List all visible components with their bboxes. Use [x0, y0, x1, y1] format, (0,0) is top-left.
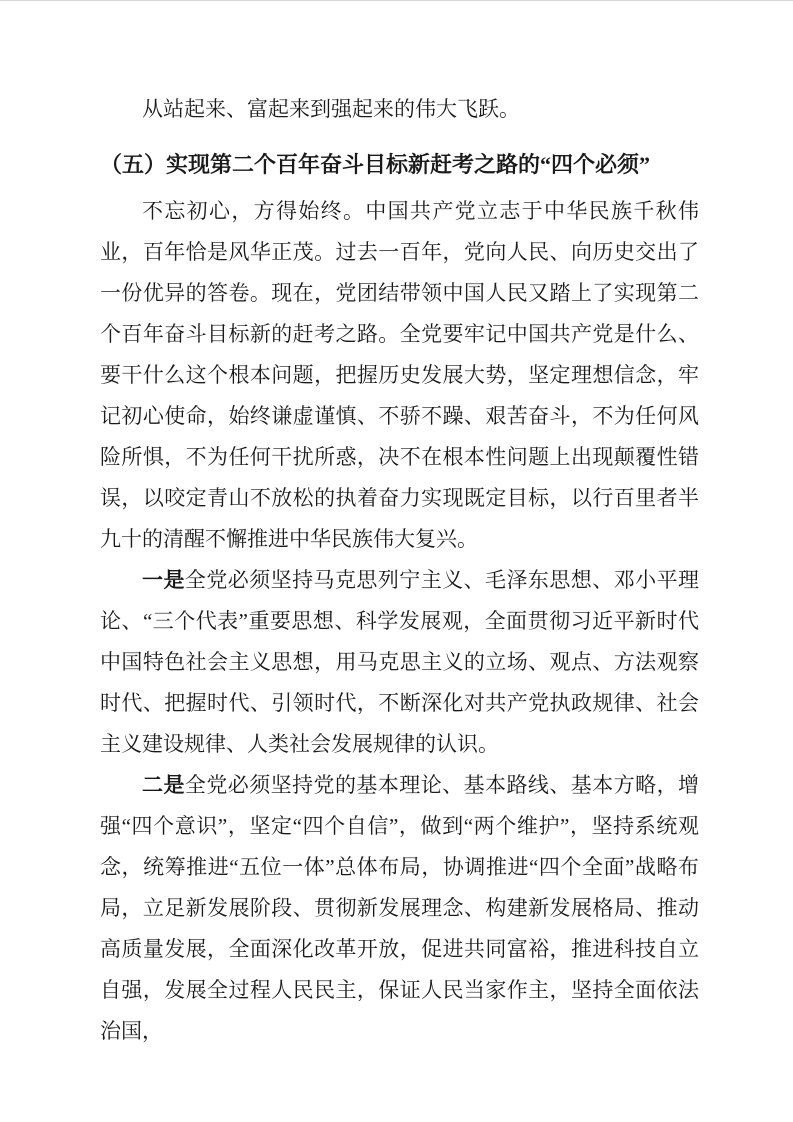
- paragraph-lead-yishi: 一是: [142, 568, 185, 592]
- paragraph: [100, 765, 699, 1052]
- paragraph: [100, 560, 699, 765]
- paragraph-continuation: 从站起来、富起来到强起来的伟大飞跃。: [142, 97, 520, 121]
- paragraph-text: 全党必须坚持马克思列宁主义、毛泽东思想、邓小平理论、“三个代表”重要思想、科学发展观，全面贯彻习近平新时代中国特色社会主义思想，用马克思主义的立场、观点、方法观察时代、把握时代、引领时代，不断深化对共产党执政规律、社会主义建设规律、人类社会发展规律的认识。: [100, 568, 700, 756]
- paragraph: 不忘初心，方得始终。中国共产党立志于中华民族千秋伟业，百年恰是风华正茂。过去一百年，党向人民、向历史交出了一份优异的答卷。现在，党团结带领中国人民又踏上了实现第二个百年奋斗目标新的赶考之路。全党要牢记中国共产党是什么、要干什么这个根本问题，把握历史发展大势，坚定理想信念，牢记初心使命，始终谦虚谨慎、不骄不躁、艰苦奋斗，不为任何风险所惧，不为任何干扰所惑，决不在根本性问题上出现颠覆性错误，以咬定青山不放松的执着奋力实现既定目标，以行百里者半九十的清醒不懈推进中华民族伟大复兴。: [100, 199, 699, 551]
- paragraph-text: 全党必须坚持党的基本理论、基本路线、基本方略，增强“四个意识”，坚定“四个自信”，做到“两个维护”，坚持系统观念，统筹推进“五位一体”总体布局，协调推进“四个全面”战略布局，立足新发展阶段、贯彻新发展理念、构建新发展格局、推动高质量发展，全面深化改革开放，促进共同富裕，推进科技自立自强，发展全过程人民民主，保证人民当家作主，坚持全面依法治国，: [100, 773, 700, 1043]
- document-page: [100, 89, 699, 1052]
- section-heading: （五）实现第二个百年奋斗目标新赶考之路的“四个必须”: [100, 152, 651, 177]
- paragraph-lead-ershi: 二是: [142, 773, 185, 797]
